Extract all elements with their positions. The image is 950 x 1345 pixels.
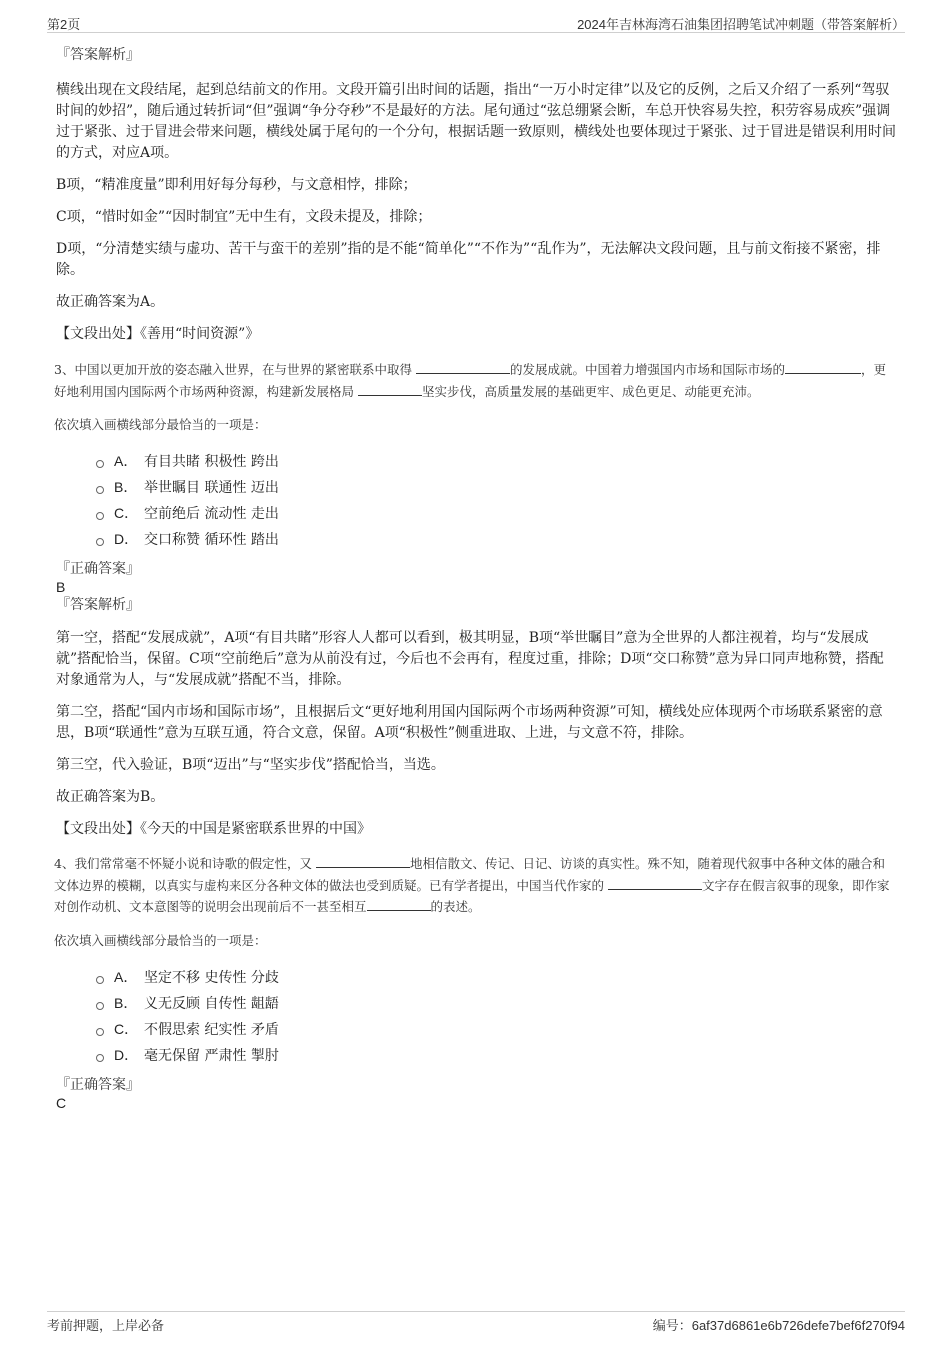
option-text: 交口称赞 循环性 踏出: [144, 532, 279, 548]
analysis-label: 『答案解析』: [56, 597, 140, 613]
analysis-paragraph: B项，“精准度量”即利用好每分每秒，与文意相悖，排除；: [56, 177, 417, 193]
radio-button[interactable]: [96, 1028, 104, 1036]
option-d[interactable]: D． 交口称赞 循环性 踏出: [96, 526, 896, 552]
fill-blank: [416, 361, 510, 374]
document-id: 编号：6af37d6861e6b726defe7bef6f270f94: [652, 1318, 905, 1333]
option-d[interactable]: D． 毫无保留 严肃性 掣肘: [96, 1042, 896, 1068]
correct-answer-label: 『正确答案』: [56, 561, 140, 577]
source-citation: 【文段出处】《善用“时间资源”》: [56, 326, 260, 342]
option-c[interactable]: C． 不假思索 纪实性 矛盾: [96, 1016, 896, 1042]
correct-answer-value: B: [56, 579, 66, 595]
option-text: 有目共睹 积极性 跨出: [144, 454, 279, 470]
analysis-paragraph: 第二空，搭配“国内市场和国际市场”，且根据后文“更好地利用国内国际两个市场两种资源”可知，横线处应体现两个市场联系紧密的意思，B项“联通性”意为互联互通，符合文意，保留。A项“积极性”侧重进取、上进，与文意不符，排除。: [56, 704, 883, 741]
fill-blank: [785, 361, 861, 374]
question-stem: 3、中国以更加开放的姿态融入世界，在与世界的紧密联系中取得 的发展成就。中国着力增强国内市场和国际市场的 ，更好地利用国内国际两个市场两种资源，构建新发展格局 坚实步伐，高质量发展的基础更牢、成色更足、动能更充沛。: [54, 362, 886, 399]
correct-answer-statement: 故正确答案为A。: [56, 294, 165, 310]
answer-options: [96, 964, 896, 1068]
fill-blank: [367, 898, 431, 911]
analysis-paragraph: 横线出现在文段结尾，起到总结前文的作用。文段开篇引出时间的话题，指出“一万小时定律”以及它的反例，之后又介绍了一系列“驾驭时间的妙招”，随后通过转折词“但”强调“争分夺秒”不是最好的方法。尾句通过“弦总绷紧会断，车总开快容易失控，积劳容易成疾”强调过于紧张、过于冒进会带来问题，横线处属于尾句的一个分句，根据话题一致原则，横线处也要体现过于紧张、过于冒进是错误利用时间的方式，对应A项。: [56, 82, 896, 161]
correct-answer-label: 『正确答案』: [56, 1076, 140, 1093]
correct-answer-statement: 故正确答案为B。: [56, 789, 165, 805]
question-instruction: 依次填入画横线部分最恰当的一项是：: [54, 417, 267, 432]
fill-blank: [316, 855, 410, 868]
analysis-paragraph: D项，“分清楚实绩与虚功、苦干与蛮干的差别”指的是不能“简单化”“不作为”“乱作为”，无法解决文段问题，且与前文衔接不紧密，排除。: [56, 241, 881, 278]
radio-button[interactable]: [96, 1002, 104, 1010]
analysis-paragraph: 第三空，代入验证，B项“迈出”与“坚实步伐”搭配恰当，当选。: [56, 757, 445, 773]
option-text: 空前绝后 流动性 走出: [144, 506, 279, 522]
question-instruction: 依次填入画横线部分最恰当的一项是：: [54, 932, 267, 948]
radio-button[interactable]: [96, 976, 104, 984]
radio-button[interactable]: [96, 1054, 104, 1062]
page-header: [47, 12, 905, 33]
fill-blank: [608, 877, 702, 890]
analysis-paragraph: 第一空，搭配“发展成就”，A项“有目共睹”形容人人都可以看到，极其明显，B项“举世瞩目”意为全世界的人都注视着，均与“发展成就”搭配恰当，保留。C项“空前绝后”意为从前没有过，今后也不会再有，程度过重，排除；D项“交口称赞”意为异口同声地称赞，搭配对象通常为人，与“发展成就”搭配不当，排除。: [56, 630, 884, 688]
footer-slogan: 考前押题，上岸必备: [47, 1319, 165, 1334]
radio-button[interactable]: [96, 486, 104, 494]
option-text: 举世瞩目 联通性 迈出: [144, 480, 279, 496]
page-footer: [47, 1311, 905, 1334]
option-text: 毫无保留 严肃性 掣肘: [144, 1047, 279, 1064]
option-a[interactable]: A． 坚定不移 史传性 分歧: [96, 964, 896, 990]
radio-button[interactable]: [96, 512, 104, 520]
option-text: 不假思索 纪实性 矛盾: [144, 1021, 279, 1038]
correct-answer-value: C: [56, 1094, 67, 1111]
option-text: 坚定不移 史传性 分歧: [144, 969, 279, 986]
analysis-label: 『答案解析』: [56, 47, 140, 63]
page-number: 第2页: [47, 17, 81, 32]
source-citation: 【文段出处】《今天的中国是紧密联系世界的中国》: [56, 821, 371, 837]
main-content: [56, 46, 896, 1112]
fill-blank: [358, 383, 422, 396]
radio-button[interactable]: [96, 460, 104, 468]
option-a[interactable]: A． 有目共睹 积极性 跨出: [96, 448, 896, 474]
option-b[interactable]: B． 举世瞩目 联通性 迈出: [96, 474, 896, 500]
option-c[interactable]: C． 空前绝后 流动性 走出: [96, 500, 896, 526]
radio-button[interactable]: [96, 538, 104, 546]
answer-options: [96, 448, 896, 552]
option-text: 义无反顾 自传性 龃龉: [144, 995, 279, 1012]
option-b[interactable]: B． 义无反顾 自传性 龃龉: [96, 990, 896, 1016]
document-title: 2024年吉林海湾石油集团招聘笔试冲刺题（带答案解析）: [577, 17, 905, 32]
analysis-paragraph: C项，“惜时如金”“因时制宜”无中生有，文段未提及，排除；: [56, 209, 432, 225]
question-stem: 4、我们常常毫不怀疑小说和诗歌的假定性，又 地相信散文、传记、日记、访谈的真实性。殊不知，随着现代叙事中各种文体的融合和文体边界的模糊，以真实与虚构来区分各种文体的做法也受到质疑。已有学者提出，中国当代作家的 文字存在假言叙事的现象，即作家对创作动机、文本意图等的说明会出现前后不一甚至相互 的表述。: [54, 856, 890, 914]
